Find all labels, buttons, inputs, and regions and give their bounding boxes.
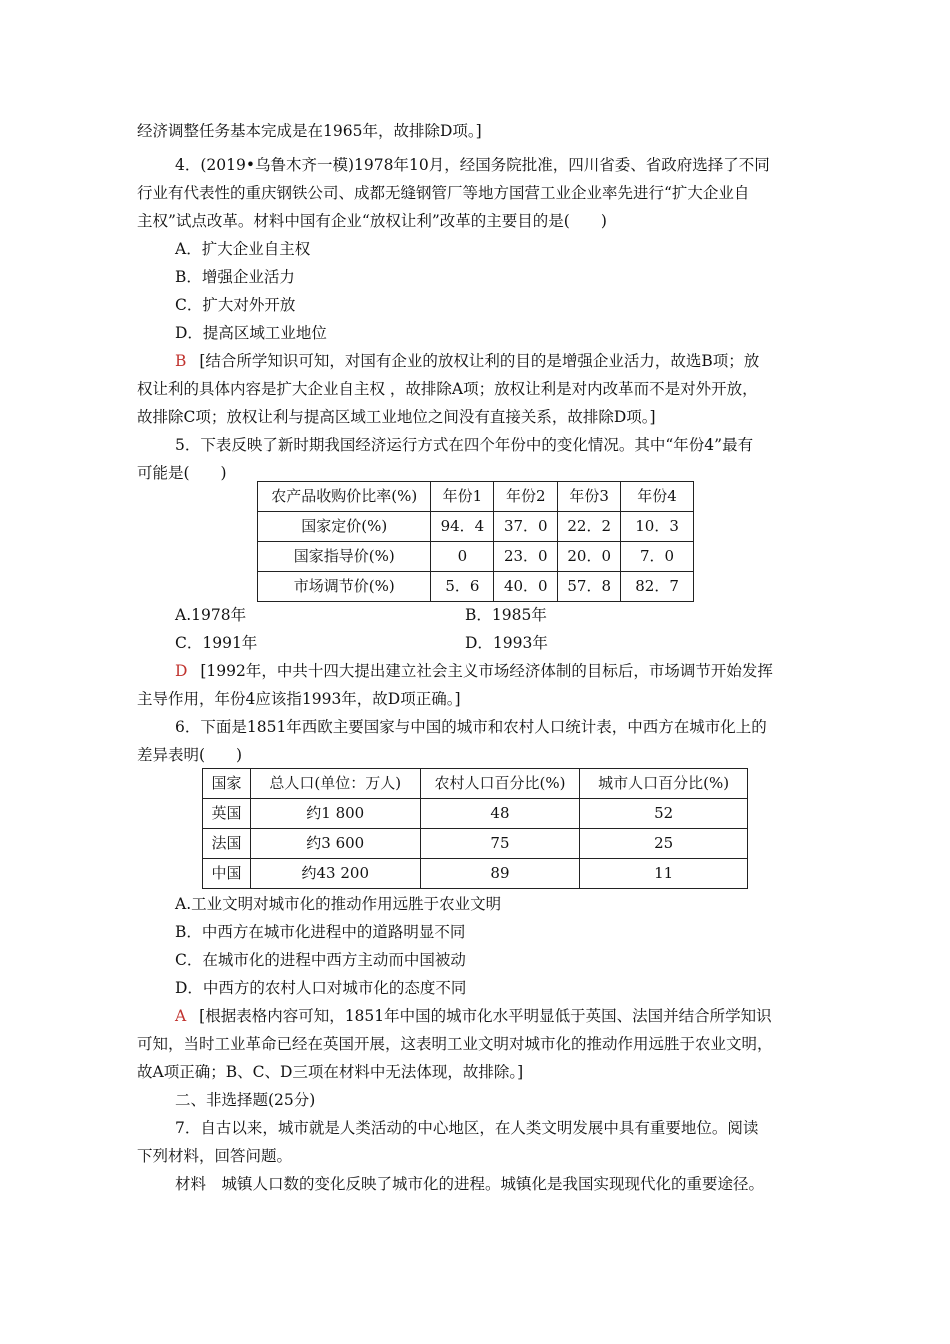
table-row [203,859,748,889]
q4-explanation-line-2: 权让利的具体内容是扩大企业自主权 ，故排除A项；放权让利是对内改革而不是对外开放， [137,380,758,398]
q4-explanation-line-1: [结合所学知识可知，对国有企业的放权让利的目的是增强企业活力，故选B项；放 [199,352,760,370]
table-cell: 75 [420,829,580,859]
table-cell: 94．4 [431,512,494,542]
table-cell: 国家指导价(%) [258,542,431,572]
table-cell: 23．0 [494,542,558,572]
table-cell: 20．0 [558,542,621,572]
q6-explanation-line-2: 可知，当时工业革命已经在英国开展，这表明工业文明对城市化的推动作用远胜于农业文明， [137,1035,773,1053]
table-header-cell: 年份4 [621,482,694,512]
table-cell: 约1 800 [250,799,420,829]
q5-stem-line-2: 可能是( ) [137,464,227,482]
table-cell: 约3 600 [250,829,420,859]
q7-stem-line-1: 7．自古以来，城市就是人类活动的中心地区，在人类文明发展中具有重要地位。阅读 [175,1119,759,1137]
table-cell: 7．0 [621,542,694,572]
q6-explanation-line-1: [根据表格内容可知，1851年中国的城市化水平明显低于英国、法国并结合所学知识 [199,1007,772,1025]
table-header-cell: 年份3 [558,482,621,512]
section-heading: 二、非选择题(25分) [175,1091,316,1109]
table-cell: 法国 [203,829,251,859]
table-cell: 0 [431,542,494,572]
table-cell: 22．2 [558,512,621,542]
q5-option-c: C．1991年 [175,634,258,652]
q6-answer-line [175,1005,772,1027]
q4-option-c: C．扩大对外开放 [175,296,296,314]
table-cell: 89 [420,859,580,889]
table-row [203,799,748,829]
q6-option-c: C．在城市化的进程中西方主动而中国被动 [175,951,466,969]
q6-option-a: A.工业文明对城市化的推动作用远胜于农业文明 [175,895,502,913]
q5-price-table [257,481,694,602]
table-row [203,829,748,859]
table-cell: 37．0 [494,512,558,542]
table-cell: 国家定价(%) [258,512,431,542]
q5-option-d: D．1993年 [465,634,548,652]
q5-answer: D [175,662,188,680]
q4-answer-line [175,350,759,372]
q4-option-b: B．增强企业活力 [175,268,295,286]
table-header-cell: 国家 [203,769,251,799]
table-cell: 5．6 [431,572,494,602]
table-cell: 约43 200 [250,859,420,889]
q4-explanation-line-3: 故排除C项；放权让利与提高区域工业地位之间没有直接关系，故排除D项。] [137,408,656,426]
q3-explanation-tail: 经济调整任务基本完成是在1965年，故排除D项。] [137,122,482,140]
q4-stem-line-3: 主权”试点改革。材料中国有企业“放权让利”改革的主要目的是( ) [137,212,607,230]
q6-population-table [202,768,748,889]
table-header-row [258,482,694,512]
q6-option-b: B．中西方在城市化进程中的道路明显不同 [175,923,466,941]
table-cell: 52 [580,799,748,829]
q5-explanation-line-1: [1992年，中共十四大提出建立社会主义市场经济体制的目标后，市场调节开始发挥 [200,662,773,680]
q5-option-b: B．1985年 [465,606,547,624]
table-header-cell: 城市人口百分比(%) [580,769,748,799]
table-row [258,512,694,542]
q4-option-a: A．扩大企业自主权 [175,240,311,258]
q6-stem-line-2: 差异表明( ) [137,746,243,764]
table-row [258,572,694,602]
table-cell: 中国 [203,859,251,889]
table-row [258,542,694,572]
q6-answer: A [175,1007,187,1025]
q4-answer: B [175,352,187,370]
table-header-cell: 农产品收购价比率(%) [258,482,431,512]
q4-stem-line-2: 行业有代表性的重庆钢铁公司、成都无缝钢管厂等地方国营工业企业率先进行“扩大企业自 [137,184,750,202]
q7-material: 材料 城镇人口数的变化反映了城市化的进程。城镇化是我国实现现代化的重要途径。 [175,1175,765,1193]
table-header-cell: 年份2 [494,482,558,512]
q5-stem-line-1: 5．下表反映了新时期我国经济运行方式在四个年份中的变化情况。其中“年份4”最有 [175,436,754,454]
q4-option-d: D．提高区域工业地位 [175,324,327,342]
table-header-cell: 年份1 [431,482,494,512]
table-cell: 25 [580,829,748,859]
table-cell: 57．8 [558,572,621,602]
table-cell: 48 [420,799,580,829]
q5-answer-line [175,660,773,682]
table-header-cell: 总人口(单位：万人) [250,769,420,799]
table-header-cell: 农村人口百分比(%) [420,769,580,799]
table-cell: 市场调节价(%) [258,572,431,602]
q5-option-a: A.1978年 [175,606,247,624]
q5-explanation-line-2: 主导作用，年份4应该指1993年，故D项正确。] [137,690,461,708]
table-cell: 82．7 [621,572,694,602]
q6-stem-line-1: 6．下面是1851年西欧主要国家与中国的城市和农村人口统计表，中西方在城市化上的 [175,718,767,736]
q6-explanation-line-3: 故A项正确；B、C、D三项在材料中无法体现，故排除。] [137,1063,524,1081]
table-cell: 40．0 [494,572,558,602]
table-cell: 英国 [203,799,251,829]
q7-stem-line-2: 下列材料，回答问题。 [137,1147,293,1165]
table-cell: 11 [580,859,748,889]
table-cell: 10．3 [621,512,694,542]
q4-stem-line-1: 4．(2019•乌鲁木齐一模)1978年10月，经国务院批准，四川省委、省政府选择了不同 [175,156,770,174]
table-header-row [203,769,748,799]
q6-option-d: D．中西方的农村人口对城市化的态度不同 [175,979,467,997]
